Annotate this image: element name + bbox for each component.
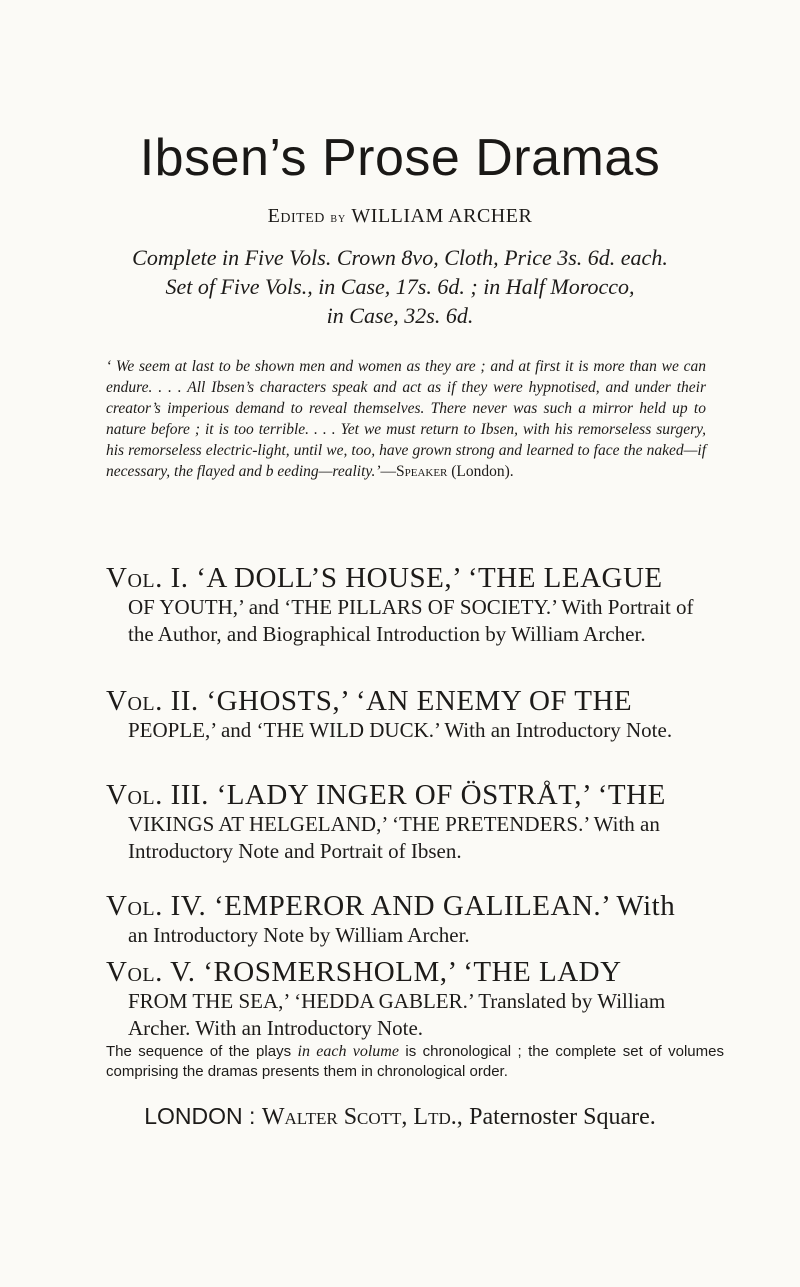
volume-heading: ‘ROSMERSHOLM,’ ‘THE LADY	[195, 956, 622, 988]
volume-entry-1	[106, 562, 724, 648]
volume-description: FROM THE SEA,’ ‘HEDDA GABLER.’ Translated by William Archer. With an Introductory Note.	[128, 989, 666, 1040]
volume-label: Vol. V.	[106, 956, 196, 988]
imprint-address: Paternoster Square.	[469, 1104, 656, 1130]
editor-name: WILLIAM ARCHER	[351, 205, 533, 227]
quote-source	[380, 463, 513, 480]
volume-entry-2	[106, 685, 724, 744]
note-text-end: is chronological ; the complete set of volumes comprising the dramas presents them in chronological order.	[106, 1043, 724, 1080]
pricing-line: Complete in Five Vols. Crown 8vo, Cloth, Price 3s. 6d. each.	[132, 245, 668, 270]
sequence-note	[106, 1042, 724, 1082]
note-text: The sequence of the plays	[106, 1043, 298, 1060]
press-quote	[106, 356, 706, 482]
volume-description: VIKINGS AT HELGELAND,’ ‘THE PRETENDERS.’ With an Introductory Note and Portrait of Ibsen.	[128, 812, 660, 863]
editor-line	[0, 205, 800, 228]
volume-entry-5	[106, 956, 724, 1042]
pricing-line: in Case, 32s. 6d.	[326, 303, 474, 328]
volume-label: Vol. II.	[106, 685, 199, 717]
imprint-place: LONDON :	[144, 1103, 256, 1129]
note-emphasis: in each volume	[297, 1043, 399, 1060]
publisher-imprint	[0, 1103, 800, 1131]
page-title: Ibsen’s Prose Dramas	[139, 129, 661, 187]
volume-heading: ‘GHOSTS,’ ‘AN ENEMY OF THE	[198, 685, 633, 717]
volume-label: Vol. I.	[106, 562, 189, 594]
quote-text: ‘ We seem at last to be shown men and women as they are ; and at first it is more than we can endure. . . . All Ibsen’s characters speak and act as if they were hypnotised, and under their creator’s imperious demand to reveal themselves. There never was such a mirror held up to nature before ; it is too terrible. . . . Yet we must return to Ibsen, with his remorseless surgery, his remorseless electric-light, until we, too, have grown strong and learned to face the naked—if necessary, the flayed and b eeding—reality.’	[106, 358, 706, 480]
volume-description: PEOPLE,’ and ‘THE WILD DUCK.’ With an Introductory Note.	[128, 718, 673, 742]
volume-label: Vol. III.	[106, 779, 209, 811]
by-label: by	[330, 211, 347, 226]
quote-source-place: (London).	[447, 463, 514, 480]
volume-heading: ‘A DOLL’S HOUSE,’ ‘THE LEAGUE	[188, 562, 663, 594]
volume-description: OF YOUTH,’ and ‘THE PILLARS OF SOCIETY.’ With Portrait of the Author, and Biographical Introduction by William Archer.	[128, 595, 694, 646]
volume-heading: ‘LADY INGER OF ÖSTRÅT,’ ‘THE	[208, 779, 666, 811]
imprint-publisher: Walter Scott, Ltd.,	[261, 1104, 463, 1130]
volume-entry-4	[106, 890, 724, 949]
pricing-line: Set of Five Vols., in Case, 17s. 6d. ; in Half Morocco,	[165, 274, 635, 299]
pricing-block	[80, 243, 720, 330]
volume-description: an Introductory Note by William Archer.	[128, 923, 470, 947]
edited-label: Edited	[267, 205, 325, 227]
quote-source-name: Speaker	[395, 463, 448, 480]
volume-heading: ‘EMPEROR AND GALILEAN.’ With	[206, 890, 676, 922]
quote-dash: —	[380, 463, 396, 480]
volume-entry-3	[106, 779, 724, 865]
volume-label: Vol. IV.	[106, 890, 207, 922]
